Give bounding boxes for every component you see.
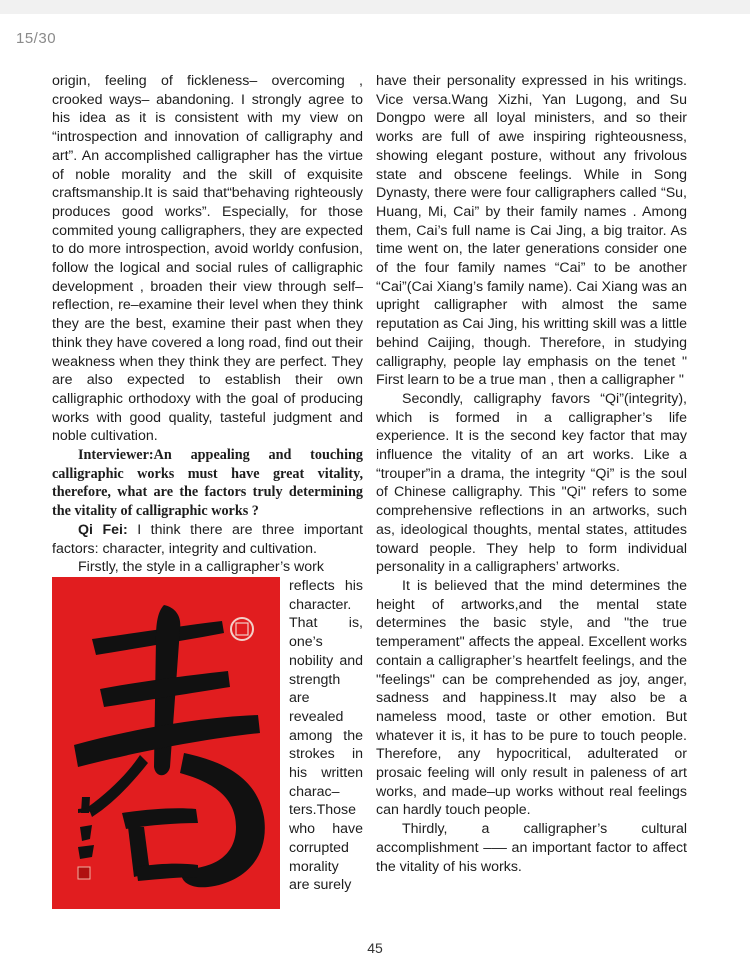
qifei-label: Qi Fei:: [78, 521, 128, 538]
float-text: reflects his character. That is, one’s nobility and strength are revealed among the strokes in his written charac– ters.Those who have corrupted morality are surely: [289, 577, 363, 894]
image-float-area: [52, 577, 363, 913]
right-paragraph-1: have their personality expressed in his writings. Vice versa.Wang Xizhi, Yan Lugong, and Su Dongpo were all loyal ministers, and so their works are full of awe inspiring righteousness, showing elegant posture, without any frivolous state and obscene feelings. While in Song Dynasty, there were four calligraphers called “Su, Huang, Mi, Cai” by their family names . Among them, Cai’s full name is Cai Jing, a big traitor. As time went on, the later generations consider one of the four family names “Cai” to be another “Cai”(Cai Xiang’s family name). Cai Xiang was an upright calligrapher with almost the same reputation as Cai Jing, his writting skill was a little behind Caijing, though. Therefore, in studying calligraphy, people lay emphasis on the tenet " First learn to be a true man , then a calligrapher ": [376, 73, 687, 389]
left-column: [52, 72, 363, 913]
page-number: 45: [367, 940, 383, 956]
float-text-column: [289, 577, 363, 895]
interviewer-question-text: An appealing and touching calligraphic works must have great vitality, therefore, what are the factors truly determining the vitality of calligraphic works ?: [52, 447, 363, 520]
left-paragraph-1: origin, feeling of fickleness– overcoming , crooked ways– abandoning. I strongly agree to his idea as it is consistent with my view on “introspection and innovation of calligraphy and art”. An accomplished calligrapher has the virtue of noble morality and the skill of exquisite craftsmanship.It is said that“behaving righteously produces good works”. Especially, for those commited young calligraphers, they are expected to do more introspection, avoid worldy confusion, follow the logical and social rules of calligraphic development , broaden their view through self– reflection, re–examine their level when they think they are the best, examine their past when they think they have covered a long road, find out their weakness when they think they are perfect. They are also expected to establish their own calligraphic orthodoxy with the goal of producing works with good quality, tasteful judgment and noble cultivation.: [52, 73, 363, 445]
right-column: [376, 72, 687, 876]
interviewer-question: [52, 446, 363, 521]
right-paragraph-2: Secondly, calligraphy favors “Qi”(integrity), which is formed in a calligrapher’s life experience. It is the second key factor that may influence the vitality of an art works. Like a “trouper”in a drama, the integrity “Qi” is the soul of Chinese calligraphy. This "Qi" refers to some comprehensive reflections in an artworks, such as, ideological thoughts, mental states, attitudes toward people. They help to form individual personality in a calligraphers’ artworks.: [376, 390, 687, 576]
interviewer-label: Interviewer:: [78, 447, 154, 464]
top-bar: [0, 0, 750, 14]
qifei-answer-text: I think there are three important factors: character, integrity and cultivation.: [52, 521, 363, 557]
page-counter: 15/30: [16, 30, 57, 47]
qifei-answer: [52, 521, 363, 558]
right-paragraph-3: It is believed that the mind determines the height of artworks,and the mental state determines the basic style, and "the true temperament" affects the appeal. Excellent works contain a calligrapher’s heartfelt feelings, and the "feelings" can be comprehended as joy, anger, sadness and happiness.It may also be a nameless mood, taste or other emotion. But whatever it is, it has to be pure to touch people. Therefore, any hypocritical, adulterated or prosaic feeling will only result in paleness of art works, and made–up works without real feelings can hardly touch people.: [376, 577, 687, 819]
calligraphy-painting: [52, 577, 280, 909]
right-paragraph-4: Thirdly, a calligrapher’s cultural accomplishment ––– an important factor to affect the vitality of his works.: [376, 821, 687, 875]
left-paragraph-firstly: Firstly, the style in a calligrapher’s work: [78, 559, 325, 576]
